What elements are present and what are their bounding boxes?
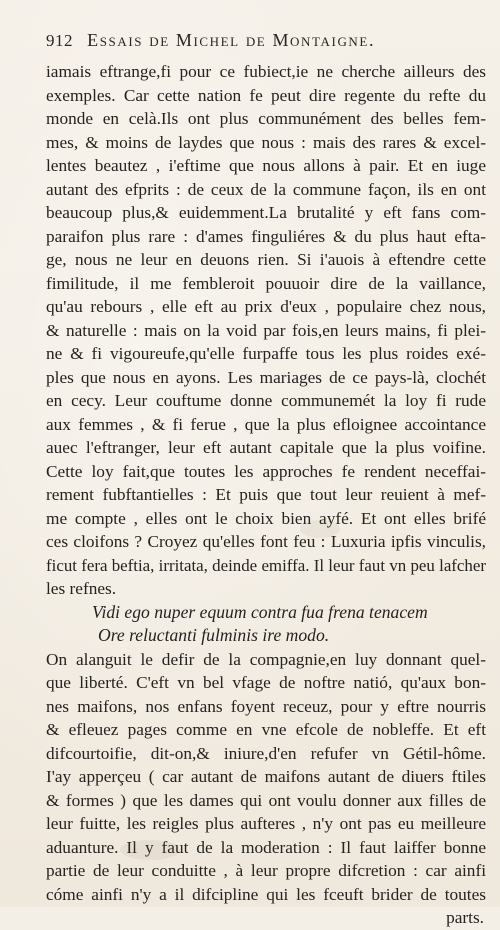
text-line: ples que nous en ayons. Les mariages de ce pays-là, clochét <box>46 367 486 387</box>
text-line: parts. <box>446 908 484 927</box>
text-line: ficut fera beftia, irritata, deinde emiffa. Il leur faut vn peu lafcher <box>46 555 486 575</box>
text-line: rement fubftantielles : Et puis que tout leur reuient à mef- <box>46 485 486 504</box>
text-line: fimilitude, il me fembleroit pouuoir dire de la vaillance, <box>46 273 486 293</box>
text-line: I'ay apperçeu ( car autant de maifons autant de diuers ftiles <box>46 767 486 786</box>
text-line: leur fuitte, les reigles plus aufteres , n'y ont pas eu meilleure <box>46 814 486 833</box>
text-line: qu'au rebours , elle eft au prix d'eux , populaire chez nous, <box>46 297 486 316</box>
text-line: difcourtoifie, dit-on,& iniure,d'en refufer vn Gétil-hôme. <box>46 743 486 763</box>
text-line: exemples. Car cette nation fe peut dire regente du refte du <box>46 85 486 105</box>
text-line: beaucoup plus,& euidemment.La brutalité y eft fans com- <box>46 203 486 222</box>
text-line: Vidi ego nuper equum contra fua frena tenacem <box>92 601 428 622</box>
text-line: aux femmes , & fi ferue , que la plus efloignee accointance <box>46 414 486 434</box>
text-line: me compte , elles ont le choix bien ayfé. Et ont elles brifé <box>46 508 486 528</box>
text-line: partie de leur conduitte , à leur propre difcretion : car ainfi <box>46 861 486 880</box>
text-line: ces cloifons ? Croyez qu'elles font feu : Luxuria ipfis vinculis, <box>46 532 486 551</box>
text-line: autant des efprits : de ceux de la commune façon, ils en ont <box>46 179 486 199</box>
text-line: nes maifons, nos enfans foyent receuz, pour y eftre nourris <box>46 696 486 716</box>
page-number: 912 <box>46 31 73 50</box>
text-line: en cecy. Leur couftume donne communemét la loy fi rude <box>46 391 486 410</box>
text-line: ne & fi vigoureufe,qu'elle furpaffe tous les plus roides exé- <box>46 344 486 363</box>
text-line: Cette loy fait,que toutes les approches fe rendent neceffai- <box>46 461 486 481</box>
text-line: & efleuez pages comme en vne efcole de nobleffe. Et eft <box>46 720 486 739</box>
text-line: mes, & moins de laydes que nous : mais des rares & excel- <box>46 132 486 152</box>
text-line: iamais eftrange,fi pour ce fubiect,ie ne cherche ailleurs des <box>46 62 486 81</box>
body-text <box>46 60 486 930</box>
text-line: lentes beautez , i'eftime que nous allons à pair. Et en iuge <box>46 156 486 175</box>
text-line: monde en celà.Ils ont plus communément des belles fem- <box>46 109 486 128</box>
text-line: aduanture. Il y faut de la moderation : Il faut laiffer bonne <box>46 837 486 857</box>
text-line: Ore reluctanti fulminis ire modo. <box>98 625 330 645</box>
text-line: paraifon plus rare : d'ames finguliéres & du plus haut efta- <box>46 226 486 246</box>
page-header <box>46 30 486 54</box>
text-line: cóme ainfi n'y a il difcipline qui les fceuft brider de toutes <box>46 884 486 904</box>
text-line: & formes ) que les dames qui ont voulu donner aux filles de <box>46 790 486 810</box>
text-line: On alanguit le defir de la compagnie,en luy donnant quel- <box>46 649 486 669</box>
text-line: ge, nous ne leur en deuons rien. Si i'auois à eftendre cette <box>46 250 486 269</box>
paper-stain <box>120 840 180 860</box>
text-line: & naturelle : mais on la void par fois,en leurs mains, fi plei- <box>46 320 486 340</box>
text-line: auec l'eftranger, leur eft autant capitale que la plus voifine. <box>46 438 486 457</box>
running-title: Essais de Michel de Montaigne. <box>87 30 376 50</box>
paper-stain <box>300 520 340 538</box>
text-line: les refnes. <box>46 579 117 598</box>
text-line: que liberté. C'eft vn bel vfage de noftre natió, qu'aux bon- <box>46 673 486 692</box>
